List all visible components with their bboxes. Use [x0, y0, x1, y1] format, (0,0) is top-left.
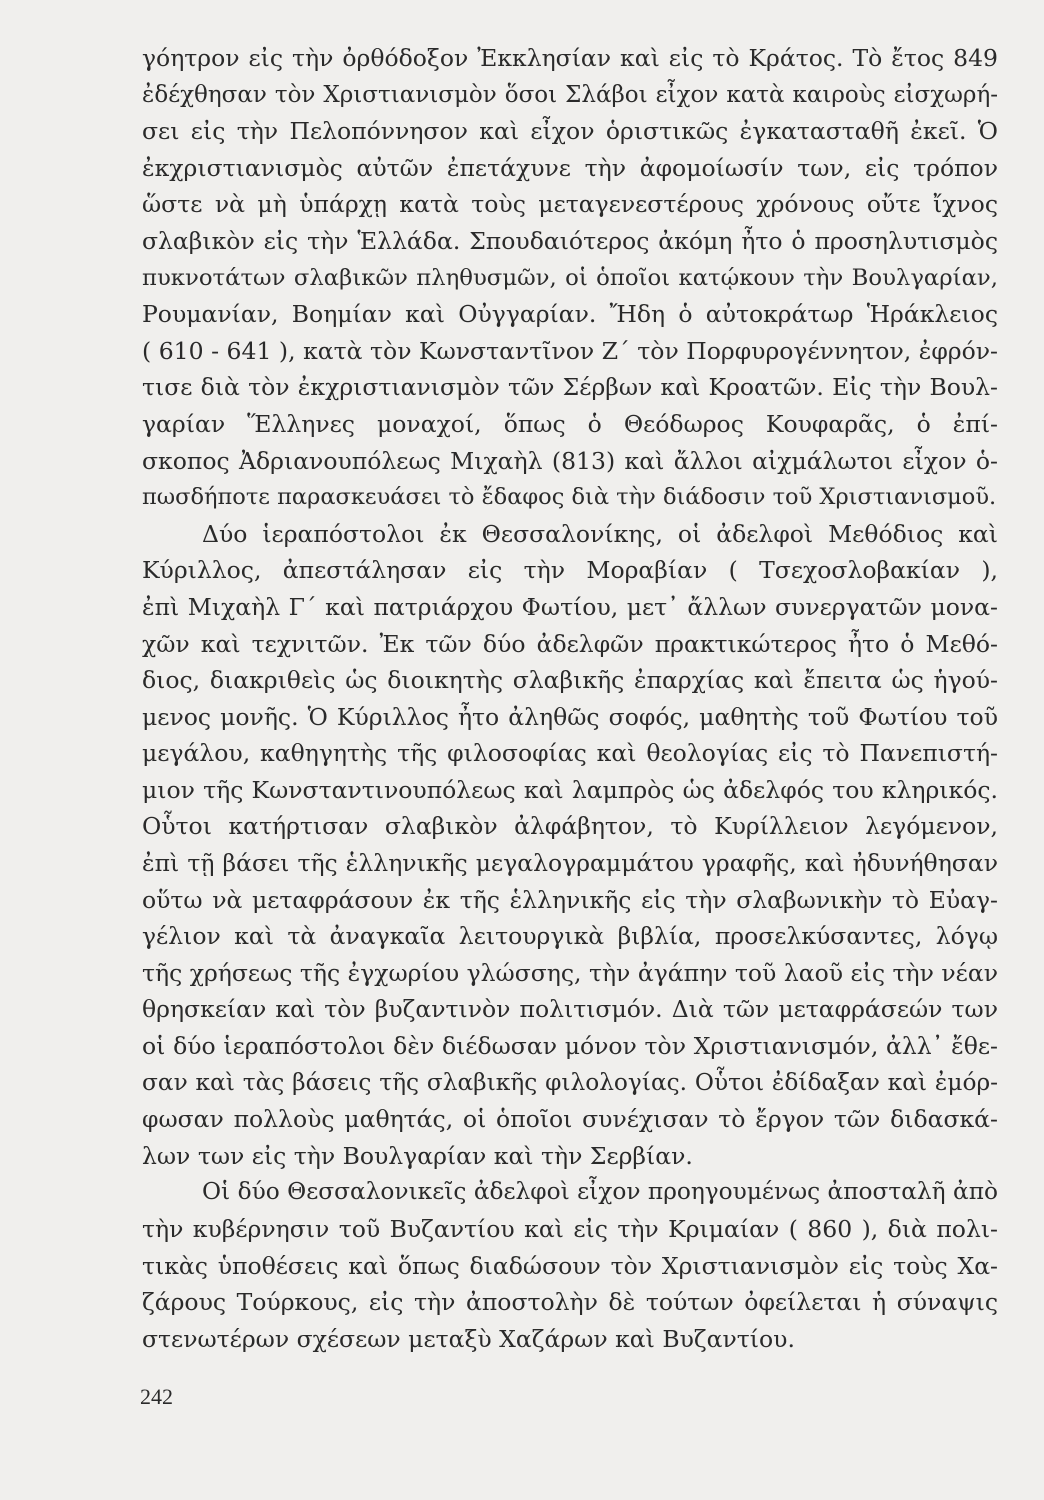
- text-line: Δύο ἱεραπόστολοι ἐκ Θεσσαλονίκης, οἱ ἀδελφοὶ Μεθόδιος καὶ: [202, 519, 998, 548]
- text-line: γαρίαν Ἕλληνες μοναχοί, ὅπως ὁ Θεόδωρος Κουφαρᾶς, ὁ ἐπί-: [142, 409, 998, 438]
- text-line: ἐδέχθησαν τὸν Χριστιανισμὸν ὅσοι Σλάβοι εἶχον κατὰ καιροὺς εἰσχωρή-: [142, 81, 998, 108]
- text-line: στενωτέρων σχέσεων μεταξὺ Χαζάρων καὶ Βυζαντίου.: [142, 1324, 795, 1353]
- text-line: τὴν κυβέρνησιν τοῦ Βυζαντίου καὶ εἰς τὴν Κριμαίαν ( 860 ), διὰ πολι-: [142, 1215, 998, 1243]
- text-line: μεγάλου, καθηγητὴς τῆς φιλοσοφίας καὶ θεολογίας εἰς τὸ Πανεπιστή-: [142, 739, 998, 768]
- text-line: ὥστε νὰ μὴ ὑπάρχῃ κατὰ τοὺς μεταγενεστέρους χρόνους οὔτε ἴχνος: [142, 190, 998, 219]
- text-line: ἐκχριστιανισμὸς αὐτῶν ἐπετάχυνε τὴν ἀφομοίωσίν των, εἰς τρόπον: [142, 153, 998, 182]
- text-line: διος, διακριθεὶς ὡς διοικητὴς σλαβικῆς ἐπαρχίας καὶ ἔπειτα ὡς ἡγού-: [142, 666, 998, 695]
- text-line: χῶν καὶ τεχνιτῶν. Ἐκ τῶν δύο ἀδελφῶν πρακτικώτερος ἦτο ὁ Μεθό-: [142, 629, 998, 658]
- text-line: τισε διὰ τὸν ἐκχριστιανισμὸν τῶν Σέρβων καὶ Κροατῶν. Εἰς τὴν Βουλ-: [142, 373, 998, 402]
- text-line: σκοπος Ἀδριανουπόλεως Μιχαὴλ (813) καὶ ἄλλοι αἰχμάλωτοι εἶχον ὁ-: [142, 446, 998, 475]
- page-number: 242: [140, 1384, 173, 1409]
- text-line: Οἱ δύο Θεσσαλονικεῖς ἀδελφοὶ εἶχον προηγουμένως ἀποσταλῆ ἀπὸ: [202, 1178, 998, 1206]
- text-line: φωσαν πολλοὺς μαθητάς, οἱ ὁποῖοι συνέχισαν τὸ ἔργον τῶν διδασκά-: [142, 1105, 998, 1134]
- text-line: ( 610 - 641 ), κατὰ τὸν Κωνσταντῖνον Ζ΄ τὸν Πορφυρογέννητον, ἐφρόν-: [142, 336, 998, 365]
- text-line: οἱ δύο ἱεραπόστολοι δὲν διέδωσαν μόνον τὸν Χριστιανισμόν, ἀλλ᾽ ἔθε-: [142, 1032, 998, 1061]
- text-line: πυκνοτάτων σλαβικῶν πληθυσμῶν, οἱ ὁποῖοι κατῴκουν τὴν Βουλγαρίαν,: [142, 264, 998, 291]
- text-line: ἐπὶ Μιχαὴλ Γ΄ καὶ πατριάρχου Φωτίου, μετ᾽ ἄλλων συνεργατῶν μονα-: [142, 592, 998, 621]
- text-line: σαν καὶ τὰς βάσεις τῆς σλαβικῆς φιλολογίας. Οὗτοι ἐδίδαξαν καὶ ἐμόρ-: [142, 1068, 998, 1096]
- text-line: πωσδήποτε παρασκευάσει τὸ ἔδαφος διὰ τὴν διάδοσιν τοῦ Χριστιανισμοῦ.: [142, 484, 997, 511]
- text-line: τῆς χρήσεως τῆς ἐγχωρίου γλώσσης, τὴν ἀγάπην τοῦ λαοῦ εἰς τὴν νέαν: [142, 958, 998, 987]
- text-line: ζάρους Τούρκους, εἰς τὴν ἀποστολὴν δὲ τούτων ὀφείλεται ἡ σύναψις: [142, 1288, 998, 1317]
- text-line: θρησκείαν καὶ τὸν βυζαντινὸν πολιτισμόν. Διὰ τῶν μεταφράσεών των: [142, 995, 998, 1024]
- text-line: λων των εἰς τὴν Βουλγαρίαν καὶ τὴν Σερβίαν.: [142, 1141, 693, 1170]
- text-line: γόητρον εἰς τὴν ὀρθόδοξον Ἐκκλησίαν καὶ εἰς τὸ Κράτος. Τὸ ἔτος 849: [142, 44, 998, 72]
- text-line: οὕτω νὰ μεταφράσουν ἐκ τῆς ἑλληνικῆς εἰς τὴν σλαβωνικὴν τὸ Εὐαγ-: [142, 885, 998, 914]
- text-line: Οὗτοι κατήρτισαν σλαβικὸν ἀλφάβητον, τὸ Κυρίλλειον λεγόμενον,: [142, 812, 998, 841]
- text-line: μενος μονῆς. Ὁ Κύριλλος ἦτο ἀληθῶς σοφός, μαθητὴς τοῦ Φωτίου τοῦ: [142, 702, 998, 731]
- text-line: γέλιον καὶ τὰ ἀναγκαῖα λειτουργικὰ βιβλία, προσελκύσαντες, λόγῳ: [142, 922, 998, 951]
- text-line: μιον τῆς Κωνσταντινουπόλεως καὶ λαμπρὸς ὡς ἀδελφός του κληρικός.: [142, 775, 998, 804]
- text-line: σει εἰς τὴν Πελοπόννησον καὶ εἶχον ὁριστικῶς ἐγκατασταθῆ ἐκεῖ. Ὁ: [142, 117, 998, 146]
- text-line: ἐπὶ τῇ βάσει τῆς ἑλληνικῆς μεγαλογραμμάτου γραφῆς, καὶ ἠδυνήθησαν: [142, 849, 998, 878]
- body-text: [142, 40, 998, 1357]
- text-line: Ρουμανίαν, Βοημίαν καὶ Οὐγγαρίαν. Ἤδη ὁ αὐτοκράτωρ Ἡράκλειος: [142, 300, 998, 329]
- text-line: Κύριλλος, ἀπεστάλησαν εἰς τὴν Μοραβίαν ( Τσεχοσλοβακίαν ),: [142, 556, 998, 585]
- text-line: σλαβικὸν εἰς τὴν Ἑλλάδα. Σπουδαιότερος ἀκόμη ἦτο ὁ προσηλυτισμὸς: [142, 226, 998, 255]
- text-line: τικὰς ὑποθέσεις καὶ ὅπως διαδώσουν τὸν Χριστιανισμὸν εἰς τοὺς Χα-: [142, 1251, 998, 1280]
